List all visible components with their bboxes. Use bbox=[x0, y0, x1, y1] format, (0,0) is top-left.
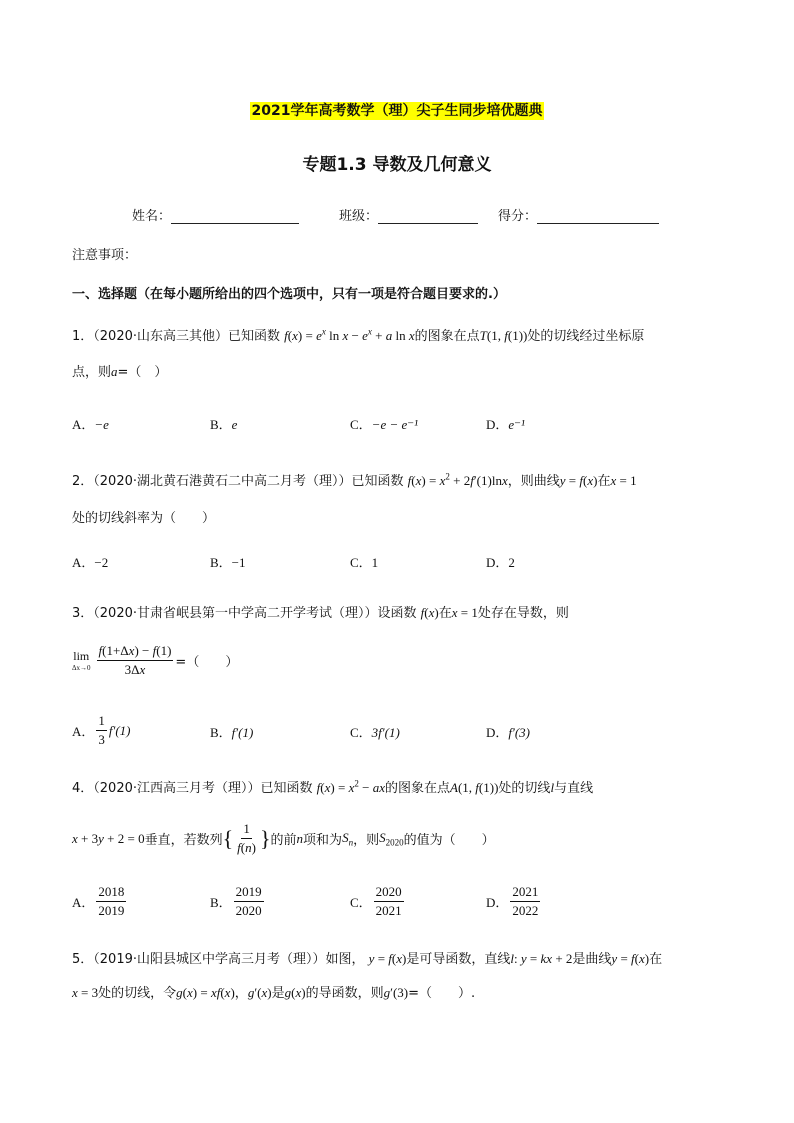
question-text: 在 bbox=[597, 474, 611, 489]
option-value: f′(1) bbox=[231, 725, 254, 740]
score-blank[interactable] bbox=[537, 209, 659, 224]
option-b[interactable] bbox=[210, 883, 266, 920]
option-c[interactable] bbox=[350, 883, 406, 920]
option-a[interactable] bbox=[72, 414, 109, 433]
option-d[interactable] bbox=[486, 722, 530, 741]
question-text: 的值为（ ） bbox=[403, 833, 495, 848]
option-label: C． bbox=[350, 417, 372, 432]
question-text: 是可导函数，直线 bbox=[406, 952, 511, 967]
question-text: =（ ） bbox=[175, 655, 239, 670]
option-label: A． bbox=[72, 555, 95, 570]
option-label: A． bbox=[72, 724, 95, 739]
option-value: f′(3) bbox=[508, 725, 531, 740]
numerator: 2019 bbox=[234, 883, 264, 902]
option-value: f′(1) bbox=[108, 722, 131, 738]
question-text: ， bbox=[234, 986, 248, 1001]
question-source: （2020·山东高三其他） bbox=[93, 329, 228, 344]
question-1-line2: 点，则a=（ ） bbox=[72, 364, 168, 380]
question-source: （2020·湖北黄石港黄石二中高二月考（理）） bbox=[93, 474, 352, 489]
class-blank[interactable] bbox=[378, 209, 478, 224]
name-blank[interactable] bbox=[171, 209, 299, 224]
question-text: 的图象在点 bbox=[414, 329, 480, 344]
question-text: 垂直，若数列 bbox=[144, 833, 223, 848]
denominator: 2022 bbox=[512, 903, 539, 918]
option-b[interactable] bbox=[210, 552, 246, 571]
question-4: 4．（2020·江西高三月考（理））已知函数 $f(x) = x^2$ − ax的图象在点A(1, f(1))处的切线l与直线 bbox=[72, 778, 594, 796]
question-5-line2: x = 3处的切线，令g(x) = xf(x)，g′(x)是g(x)的导函数，则g′(3)=（ ）. bbox=[72, 985, 476, 1001]
question-text: 处的切线，令 bbox=[98, 986, 177, 1001]
question-text: 是 bbox=[271, 986, 285, 1001]
option-fraction bbox=[510, 883, 540, 920]
option-value: −e bbox=[94, 417, 109, 432]
question-source: （2019·山阳县城区中学高三月考（理）） bbox=[93, 952, 326, 967]
question-text: 是曲线 bbox=[572, 952, 612, 967]
question-text: 已知函数 bbox=[351, 474, 404, 489]
question-number: 1． bbox=[72, 329, 94, 344]
option-label: A． bbox=[72, 895, 95, 910]
question-text: 已知函数 bbox=[260, 781, 313, 796]
question-text: 处的切线 bbox=[498, 781, 551, 796]
option-value: e bbox=[231, 417, 238, 432]
question-text: 在 bbox=[649, 952, 663, 967]
limit-fraction: $\frac{f(1+\Delta x) - f(1)}{3\Delta x}$ bbox=[98, 643, 172, 677]
question-text: 点，则 bbox=[72, 365, 112, 380]
question-text: 的前 bbox=[270, 833, 297, 848]
class-field bbox=[339, 205, 478, 224]
option-label: C． bbox=[350, 725, 372, 740]
notice-label: 注意事项： bbox=[72, 248, 138, 263]
question-text: 已知函数 bbox=[228, 329, 281, 344]
option-d[interactable] bbox=[486, 883, 542, 920]
option-a[interactable] bbox=[72, 712, 131, 749]
option-fraction bbox=[374, 883, 404, 920]
denominator: 2019 bbox=[98, 903, 125, 918]
series-title bbox=[0, 100, 794, 120]
option-value: 3f′(1) bbox=[371, 725, 400, 740]
formula: f bbox=[284, 328, 288, 343]
series-title-text: 2021学年高考数学（理）尖子生同步培优题典 bbox=[251, 103, 543, 119]
question-source: （2020·甘肃省岷县第一中学高二开学考试（理）） bbox=[93, 606, 378, 621]
option-c[interactable] bbox=[350, 722, 400, 741]
option-d[interactable] bbox=[486, 552, 515, 571]
option-label: C． bbox=[350, 555, 372, 570]
question-2: 2．（2020·湖北黄石港黄石二中高二月考（理））已知函数 $f(x) = x^2 + 2f'(1)\ln x$，则曲线y = f(x)在x = 1 bbox=[72, 471, 637, 489]
option-value: −2 bbox=[94, 555, 109, 570]
question-1: 1．（2020·山东高三其他）已知函数 $f(x) = e^x$ $\ln x - e^x + a$ ln x的图象在点T(1, f(1))处的切线经过坐标原 bbox=[72, 326, 645, 344]
question-text: 处的切线经过坐标原 bbox=[527, 329, 645, 344]
option-label: B． bbox=[210, 417, 232, 432]
name-label: 姓名： bbox=[132, 209, 172, 224]
question-text: 在 bbox=[438, 606, 452, 621]
topic-title: 专题1.3 导数及几何意义 bbox=[302, 155, 492, 175]
option-fraction bbox=[96, 883, 126, 920]
one-third-fraction: $\frac{1}{3}$ bbox=[98, 713, 105, 747]
option-label: D． bbox=[486, 725, 509, 740]
option-a[interactable] bbox=[72, 552, 108, 571]
option-value: e⁻¹ bbox=[508, 417, 525, 432]
question-2-line2: 处的切线斜率为（ ） bbox=[72, 511, 216, 526]
question-number: 3． bbox=[72, 606, 94, 621]
question-text: =（ ）. bbox=[408, 986, 476, 1001]
question-text: ，则 bbox=[353, 833, 380, 848]
question-text: ，则曲线 bbox=[507, 474, 560, 489]
option-a[interactable] bbox=[72, 883, 128, 920]
option-value: −1 bbox=[231, 555, 246, 570]
section-heading: 一、选择题（在每小题所给出的四个选项中，只有一项是符合题目要求的.） bbox=[72, 287, 506, 302]
question-3: 3．（2020·甘肃省岷县第一中学高二开学考试（理））设函数 f(x)在x = 1处存在导数，则 bbox=[72, 605, 569, 621]
option-value: −e − e⁻¹ bbox=[371, 417, 419, 432]
class-label: 班级： bbox=[339, 209, 379, 224]
score-label: 得分： bbox=[498, 209, 538, 224]
denominator: 2021 bbox=[375, 903, 402, 918]
question-5: 5．（2019·山阳县城区中学高三月考（理））如图， y = f(x)是可导函数，直线l: y = kx + 2是曲线y = f(x)在 bbox=[72, 951, 663, 967]
question-text: 设函数 bbox=[377, 606, 417, 621]
question-text: 项和为 bbox=[303, 833, 343, 848]
option-label: B． bbox=[210, 725, 232, 740]
limit-symbol: lim Δx→0 bbox=[72, 649, 91, 672]
option-b[interactable] bbox=[210, 722, 253, 741]
question-source: （2020·江西高三月考（理）） bbox=[93, 781, 261, 796]
numerator: 2018 bbox=[96, 883, 126, 902]
option-label: D． bbox=[486, 417, 509, 432]
name-field bbox=[132, 205, 299, 224]
question-text: =（ ） bbox=[117, 365, 168, 380]
question-text: 的导函数，则 bbox=[305, 986, 384, 1001]
option-fraction bbox=[234, 883, 264, 920]
numerator: 2020 bbox=[374, 883, 404, 902]
option-value: 2 bbox=[508, 555, 515, 570]
option-d[interactable] bbox=[486, 414, 525, 433]
option-value: 1 bbox=[371, 555, 379, 570]
score-field bbox=[498, 205, 659, 224]
option-label: D． bbox=[486, 555, 509, 570]
option-label: D． bbox=[486, 895, 509, 910]
option-c[interactable] bbox=[350, 552, 378, 571]
question-number: 2． bbox=[72, 474, 94, 489]
option-label: B． bbox=[210, 895, 232, 910]
option-label: B． bbox=[210, 555, 232, 570]
option-c[interactable] bbox=[350, 414, 418, 433]
question-number: 5． bbox=[72, 952, 94, 967]
question-text: 如图， bbox=[325, 952, 365, 967]
question-3-limit bbox=[72, 642, 238, 679]
question-text: 的图象在点 bbox=[384, 781, 450, 796]
option-label: A． bbox=[72, 417, 95, 432]
question-number: 4． bbox=[72, 781, 94, 796]
option-label: C． bbox=[350, 895, 372, 910]
question-4-line2: x + 3 y + 2 = 0 垂直，若数列 { $\frac{1}{f(n)}$ } 的前 n 项和为 $S_n$ ，则 $S_{2020}$ 的值为（ ） bbox=[72, 821, 495, 855]
numerator: 2021 bbox=[510, 883, 540, 902]
sequence-fraction: $\frac{1}{f(n)}$ bbox=[237, 821, 256, 855]
denominator: 2020 bbox=[235, 903, 262, 918]
question-text: 处存在导数，则 bbox=[477, 606, 569, 621]
question-text: 与直线 bbox=[554, 781, 594, 796]
option-b[interactable] bbox=[210, 414, 237, 433]
